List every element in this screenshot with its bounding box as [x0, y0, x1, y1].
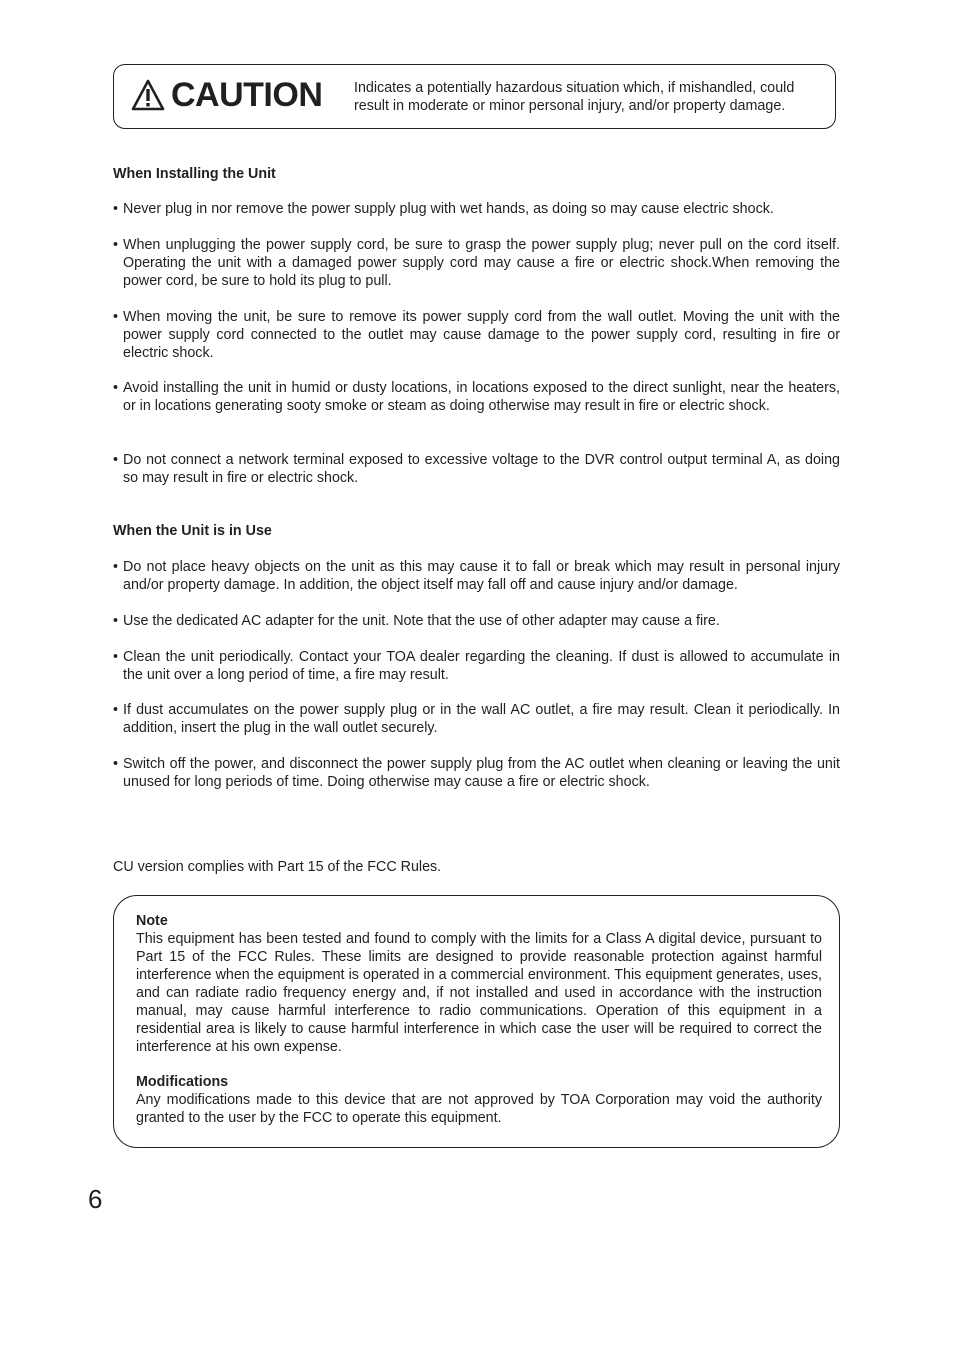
bullet-marker: •	[113, 559, 119, 575]
caution-label	[131, 78, 322, 112]
bullet-marker: •	[113, 237, 119, 253]
bullet-marker: •	[113, 613, 119, 629]
list-item-text: When unplugging the power supply cord, be sure to grasp the power supply plug; never pull on the cord itself. Operating the unit with a damaged power supply cord may cause a fire or electric shock.When removing the power cord, be sure to hold its plug to pull.	[123, 237, 840, 289]
list-item	[113, 558, 840, 594]
page-number: 6	[88, 1184, 103, 1214]
list-item-text: Avoid installing the unit in humid or dusty locations, in locations exposed to the direct sunlight, near the heaters, or in locations generating sooty smoke or steam as doing otherwise may result in fire or electric shock.	[123, 380, 840, 414]
bullet-marker: •	[113, 756, 119, 772]
list-item	[113, 308, 840, 362]
note-box	[113, 895, 840, 1148]
bullet-marker: •	[113, 702, 119, 718]
bullet-marker: •	[113, 649, 119, 665]
list-item	[113, 648, 840, 684]
caution-description: Indicates a potentially hazardous situation which, if mishandled, could result in moderate or minor personal injury, and/or property damage.	[354, 80, 795, 114]
modifications-body: Any modifications made to this device that are not approved by TOA Corporation may void the authority granted to the user by the FCC to operate this equipment.	[136, 1092, 822, 1126]
bullet-marker: •	[113, 380, 119, 396]
modifications-title: Modifications	[136, 1074, 229, 1090]
warning-triangle-icon	[131, 79, 165, 111]
bullet-marker: •	[113, 309, 119, 325]
section-heading-in-use: When the Unit is in Use	[113, 523, 272, 539]
list-item	[113, 755, 840, 791]
list-item-text: Do not place heavy objects on the unit as this may cause it to fall or break which may result in personal injury and/or property damage. In addition, the object itself may fall off and cause injury and/or damage.	[123, 559, 840, 593]
bullet-marker: •	[113, 201, 119, 217]
list-item	[113, 701, 840, 737]
list-item	[113, 200, 840, 218]
list-item-text: Switch off the power, and disconnect the power supply plug from the AC outlet when cleaning or leaving the unit unused for long periods of time. Doing otherwise may cause a fire or electric shock.	[123, 756, 840, 790]
note-title: Note	[136, 913, 168, 929]
note-body: This equipment has been tested and found to comply with the limits for a Class A digital device, pursuant to Part 15 of the FCC Rules. These limits are designed to provide reasonable protection against harmful interference when the equipment is operated in a commercial environment. This equipment generates, uses, and can radiate radio frequency energy and, if not installed and used in accordance with the instruction manual, may cause harmful interference to radio communications. Operation of this equipment in a residential area is likely to cause harmful interference in which case the user will be required to correct the interference at his own expense.	[136, 931, 822, 1055]
list-item-text: If dust accumulates on the power supply plug or in the wall AC outlet, a fire may result. Clean it periodically. In addition, insert the plug in the wall outlet securely.	[123, 702, 840, 736]
list-item	[113, 612, 840, 630]
list-item-text: Do not connect a network terminal exposed to excessive voltage to the DVR control output terminal A, as doing so may result in fire or electric shock.	[123, 452, 840, 486]
list-item	[113, 236, 840, 290]
list-item	[113, 379, 840, 415]
caution-box	[113, 64, 836, 129]
bullet-marker: •	[113, 452, 119, 468]
list-item-text: When moving the unit, be sure to remove its power supply cord from the wall outlet. Moving the unit with the power supply cord connected to the outlet may cause damage to the power supply cord, resulting in fire or electric shock.	[123, 309, 840, 361]
caution-title: CAUTION	[171, 76, 323, 114]
section-heading-installing: When Installing the Unit	[113, 166, 276, 182]
fcc-statement: CU version complies with Part 15 of the FCC Rules.	[113, 859, 442, 875]
list-item-text: Never plug in nor remove the power supply plug with wet hands, as doing so may cause electric shock.	[123, 201, 774, 217]
list-item-text: Use the dedicated AC adapter for the unit. Note that the use of other adapter may cause a fire.	[123, 613, 720, 629]
list-item	[113, 451, 840, 487]
list-item-text: Clean the unit periodically. Contact your TOA dealer regarding the cleaning. If dust is allowed to accumulate in the unit over a long period of time, a fire may result.	[123, 649, 840, 683]
